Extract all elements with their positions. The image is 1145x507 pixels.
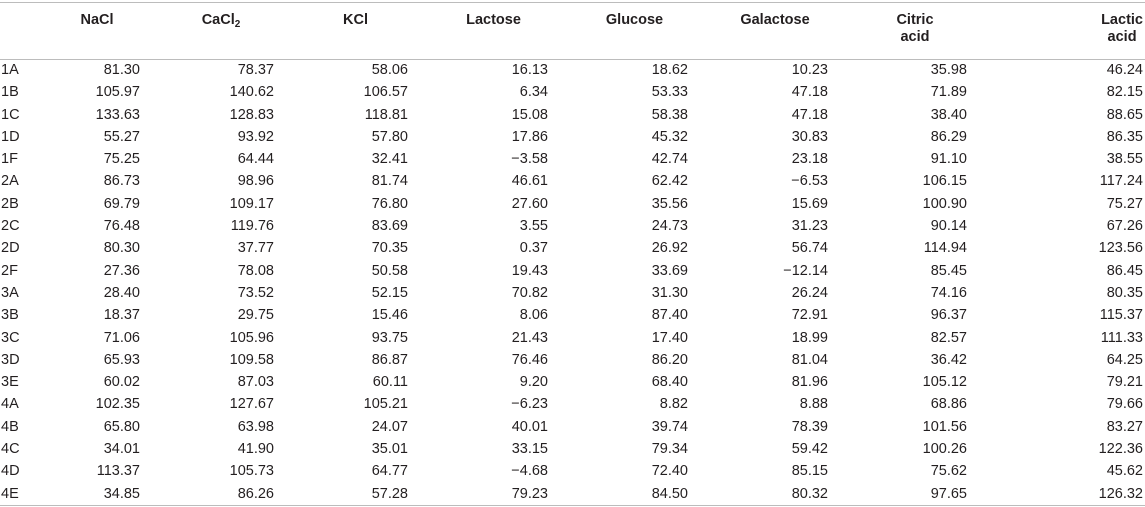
cell-galactose: 47.18 bbox=[791, 84, 828, 101]
row-label-cell: 3A bbox=[1, 284, 19, 301]
cell-lactic-acid: 67.26 bbox=[1106, 218, 1143, 235]
table-row bbox=[0, 483, 1145, 505]
cell-cacl2: 109.17 bbox=[229, 195, 274, 212]
cell-nacl: 27.36 bbox=[103, 262, 140, 279]
cell-nacl: 80.30 bbox=[103, 240, 140, 257]
table-bottom-rule bbox=[0, 505, 1145, 506]
cell-galactose: 31.23 bbox=[791, 218, 828, 235]
cell-galactose: 81.04 bbox=[791, 351, 828, 368]
cell-nacl: 76.48 bbox=[103, 218, 140, 235]
cell-lactose: 21.43 bbox=[511, 329, 548, 346]
table-row bbox=[0, 438, 1145, 460]
cell-glucose: 79.34 bbox=[651, 441, 688, 458]
cell-kcl: 83.69 bbox=[371, 218, 408, 235]
cell-citric-acid: 114.94 bbox=[923, 240, 967, 257]
cell-nacl: 60.02 bbox=[103, 374, 140, 391]
cell-lactic-acid: 111.33 bbox=[1100, 329, 1143, 346]
table-row bbox=[0, 282, 1145, 304]
cell-kcl: 76.80 bbox=[371, 195, 408, 212]
cell-citric-acid: 101.56 bbox=[922, 418, 967, 435]
cell-lactose: 9.20 bbox=[519, 374, 548, 391]
header-cell-row-label bbox=[0, 3, 40, 59]
header-cell-lactic-acid: Lactic acid bbox=[1101, 12, 1143, 45]
cell-cacl2: 98.96 bbox=[237, 173, 274, 190]
cell-glucose: 18.62 bbox=[651, 62, 688, 78]
cell-cacl2: 63.98 bbox=[237, 418, 274, 435]
cell-kcl: 57.80 bbox=[371, 128, 408, 145]
row-label-cell: 4C bbox=[1, 441, 20, 458]
cell-nacl: 75.25 bbox=[103, 151, 140, 168]
cell-citric-acid: 68.86 bbox=[930, 396, 967, 413]
cell-glucose: 72.40 bbox=[651, 463, 688, 480]
cell-glucose: 84.50 bbox=[651, 485, 688, 502]
cell-kcl: 32.41 bbox=[371, 151, 408, 168]
cell-lactose: −4.68 bbox=[511, 463, 548, 480]
table-row bbox=[0, 59, 1145, 81]
row-label-cell: 1A bbox=[1, 62, 19, 78]
cell-lactic-acid: 122.36 bbox=[1098, 441, 1143, 458]
cell-lactose: 15.08 bbox=[511, 106, 548, 123]
cell-glucose: 33.69 bbox=[651, 262, 688, 279]
cell-nacl: 113.37 bbox=[96, 463, 140, 480]
cell-cacl2: 37.77 bbox=[237, 240, 274, 257]
cell-citric-acid: 100.90 bbox=[922, 195, 967, 212]
cell-glucose: 68.40 bbox=[651, 374, 688, 391]
cell-cacl2: 140.62 bbox=[229, 84, 274, 101]
cell-cacl2: 105.96 bbox=[229, 329, 274, 346]
cell-galactose: 10.23 bbox=[791, 62, 828, 78]
cell-lactose: 46.61 bbox=[511, 173, 548, 190]
cell-cacl2: 109.58 bbox=[229, 351, 274, 368]
cell-kcl: 118.81 bbox=[364, 106, 408, 123]
cell-citric-acid: 35.98 bbox=[930, 62, 967, 78]
cell-glucose: 58.38 bbox=[651, 106, 688, 123]
row-label-cell: 2A bbox=[1, 173, 19, 190]
cell-kcl: 86.87 bbox=[371, 351, 408, 368]
cell-glucose: 31.30 bbox=[651, 284, 688, 301]
cell-lactic-acid: 80.35 bbox=[1106, 284, 1143, 301]
cell-nacl: 34.85 bbox=[103, 485, 140, 502]
cell-lactose: 6.34 bbox=[519, 84, 548, 101]
cell-kcl: 60.11 bbox=[372, 374, 408, 391]
cell-galactose: −6.53 bbox=[791, 173, 828, 190]
row-label-cell: 3E bbox=[1, 374, 19, 391]
cell-galactose: 18.99 bbox=[791, 329, 828, 346]
cell-lactic-acid: 88.65 bbox=[1106, 106, 1143, 123]
row-label-cell: 4B bbox=[1, 418, 19, 435]
cell-lactose: 70.82 bbox=[511, 284, 548, 301]
cell-lactic-acid: 45.62 bbox=[1106, 463, 1143, 480]
cell-galactose: 85.15 bbox=[791, 463, 828, 480]
cell-citric-acid: 97.65 bbox=[930, 485, 967, 502]
cell-galactose: 8.88 bbox=[799, 396, 828, 413]
cell-lactic-acid: 79.21 bbox=[1106, 374, 1143, 391]
cell-lactic-acid: 86.35 bbox=[1106, 128, 1143, 145]
table-row bbox=[0, 304, 1145, 326]
cell-lactose: 79.23 bbox=[511, 485, 548, 502]
cell-lactose: 17.86 bbox=[511, 128, 548, 145]
cell-lactic-acid: 86.45 bbox=[1106, 262, 1143, 279]
cell-nacl: 65.80 bbox=[103, 418, 140, 435]
cell-cacl2: 127.67 bbox=[229, 396, 274, 413]
cell-kcl: 35.01 bbox=[371, 441, 408, 458]
cell-kcl: 105.21 bbox=[363, 396, 408, 413]
cell-glucose: 53.33 bbox=[651, 84, 688, 101]
cell-lactic-acid: 64.25 bbox=[1106, 351, 1143, 368]
cell-citric-acid: 100.26 bbox=[922, 441, 967, 458]
cell-cacl2: 78.37 bbox=[237, 62, 274, 78]
cell-citric-acid: 38.40 bbox=[930, 106, 967, 123]
cell-lactic-acid: 126.32 bbox=[1098, 485, 1143, 502]
cell-citric-acid: 96.37 bbox=[930, 307, 967, 324]
cell-citric-acid: 71.89 bbox=[930, 84, 967, 101]
table-row bbox=[0, 170, 1145, 192]
cell-glucose: 45.32 bbox=[651, 128, 688, 145]
cell-nacl: 133.63 bbox=[95, 106, 140, 123]
cell-citric-acid: 90.14 bbox=[930, 218, 967, 235]
cell-lactic-acid: 115.37 bbox=[1099, 307, 1143, 324]
cell-kcl: 58.06 bbox=[371, 62, 408, 78]
cell-galactose: 59.42 bbox=[791, 441, 828, 458]
cell-cacl2: 41.90 bbox=[237, 441, 274, 458]
cell-galactose: 80.32 bbox=[791, 485, 828, 502]
cell-glucose: 42.74 bbox=[651, 151, 688, 168]
cell-glucose: 35.56 bbox=[651, 195, 688, 212]
cell-lactose: −3.58 bbox=[511, 151, 548, 168]
cell-glucose: 8.82 bbox=[659, 396, 688, 413]
cell-citric-acid: 74.16 bbox=[930, 284, 967, 301]
cell-glucose: 62.42 bbox=[651, 173, 688, 190]
cell-kcl: 50.58 bbox=[371, 262, 408, 279]
cell-citric-acid: 105.12 bbox=[922, 374, 967, 391]
cell-nacl: 55.27 bbox=[103, 128, 140, 145]
table-row bbox=[0, 371, 1145, 393]
row-label-cell: 1B bbox=[1, 84, 19, 101]
cell-glucose: 17.40 bbox=[651, 329, 688, 346]
table-row bbox=[0, 148, 1145, 170]
row-label-cell: 3D bbox=[1, 351, 20, 368]
cell-lactic-acid: 123.56 bbox=[1098, 240, 1143, 257]
cell-lactic-acid: 38.55 bbox=[1106, 151, 1143, 168]
cell-cacl2: 78.08 bbox=[237, 262, 274, 279]
cell-cacl2: 105.73 bbox=[229, 463, 274, 480]
header-cell-citric-acid: Citric acid bbox=[896, 12, 934, 45]
cell-glucose: 26.92 bbox=[651, 240, 688, 257]
row-label-cell: 2B bbox=[1, 195, 19, 212]
cell-lactic-acid: 117.24 bbox=[1099, 173, 1143, 190]
cell-galactose: 78.39 bbox=[791, 418, 828, 435]
row-label-cell: 4E bbox=[1, 485, 19, 502]
cell-citric-acid: 86.29 bbox=[930, 128, 967, 145]
table-row bbox=[0, 81, 1145, 103]
table-row bbox=[0, 237, 1145, 259]
row-label-cell: 4A bbox=[1, 396, 19, 413]
row-label-cell: 2F bbox=[1, 262, 18, 279]
header-row bbox=[0, 3, 1145, 59]
cell-nacl: 18.37 bbox=[103, 307, 140, 324]
cell-kcl: 70.35 bbox=[371, 240, 408, 257]
cell-lactic-acid: 79.66 bbox=[1106, 396, 1143, 413]
cell-cacl2: 93.92 bbox=[237, 128, 274, 145]
table-row bbox=[0, 393, 1145, 415]
cell-glucose: 86.20 bbox=[651, 351, 688, 368]
cell-cacl2: 73.52 bbox=[237, 284, 274, 301]
cell-galactose: 72.91 bbox=[791, 307, 828, 324]
header-cell-galactose: Galactose bbox=[740, 12, 810, 28]
cell-lactose: −6.23 bbox=[511, 396, 548, 413]
cell-glucose: 39.74 bbox=[651, 418, 688, 435]
header-cell-lactose: Lactose bbox=[466, 12, 521, 28]
cell-lactose: 27.60 bbox=[511, 195, 548, 212]
header-cell-glucose: Glucose bbox=[605, 12, 664, 28]
cell-cacl2: 86.26 bbox=[237, 485, 274, 502]
table-row bbox=[0, 460, 1145, 482]
cell-nacl: 105.97 bbox=[95, 84, 140, 101]
table-row bbox=[0, 260, 1145, 282]
cell-kcl: 57.28 bbox=[371, 485, 408, 502]
cell-nacl: 34.01 bbox=[103, 441, 140, 458]
cell-glucose: 24.73 bbox=[651, 218, 688, 235]
cell-galactose: 23.18 bbox=[791, 151, 828, 168]
cell-galactose: −12.14 bbox=[783, 262, 828, 279]
cell-nacl: 28.40 bbox=[103, 284, 140, 301]
cell-cacl2: 119.76 bbox=[230, 218, 274, 235]
cell-citric-acid: 36.42 bbox=[930, 351, 967, 368]
cell-citric-acid: 91.10 bbox=[930, 151, 967, 168]
cell-lactose: 40.01 bbox=[511, 418, 548, 435]
cell-lactose: 16.13 bbox=[511, 62, 548, 78]
row-label-cell: 4D bbox=[1, 463, 20, 480]
cell-kcl: 52.15 bbox=[371, 284, 408, 301]
cell-citric-acid: 75.62 bbox=[930, 463, 967, 480]
cell-lactose: 19.43 bbox=[511, 262, 548, 279]
cell-lactose: 8.06 bbox=[519, 307, 548, 324]
cell-nacl: 86.73 bbox=[103, 173, 140, 190]
table-row bbox=[0, 193, 1145, 215]
table-row bbox=[0, 416, 1145, 438]
cell-nacl: 65.93 bbox=[103, 351, 140, 368]
cell-nacl: 102.35 bbox=[95, 396, 140, 413]
cell-glucose: 87.40 bbox=[651, 307, 688, 324]
row-label-cell: 2D bbox=[1, 240, 20, 257]
row-label-cell: 3C bbox=[1, 329, 20, 346]
header-cell-kcl: KCl bbox=[343, 12, 368, 28]
cell-lactose: 0.37 bbox=[519, 240, 548, 257]
cell-cacl2: 64.44 bbox=[237, 151, 274, 168]
cell-nacl: 81.30 bbox=[103, 62, 140, 78]
table-row bbox=[0, 104, 1145, 126]
cell-galactose: 30.83 bbox=[791, 128, 828, 145]
cell-kcl: 106.57 bbox=[363, 84, 408, 101]
cell-cacl2: 29.75 bbox=[237, 307, 274, 324]
row-label-cell: 1D bbox=[1, 128, 20, 145]
header-cell-nacl: NaCl bbox=[80, 12, 114, 28]
row-label-cell: 1C bbox=[1, 106, 20, 123]
cell-galactose: 56.74 bbox=[791, 240, 828, 257]
cell-lactic-acid: 82.15 bbox=[1106, 84, 1143, 101]
cell-citric-acid: 106.15 bbox=[922, 173, 967, 190]
cell-citric-acid: 85.45 bbox=[930, 262, 967, 279]
table-row bbox=[0, 215, 1145, 237]
table-row bbox=[0, 327, 1145, 349]
table-row bbox=[0, 126, 1145, 148]
cell-kcl: 24.07 bbox=[371, 418, 408, 435]
cell-kcl: 64.77 bbox=[371, 463, 408, 480]
cell-kcl: 81.74 bbox=[371, 173, 408, 190]
cell-lactic-acid: 83.27 bbox=[1106, 418, 1143, 435]
cell-galactose: 15.69 bbox=[791, 195, 828, 212]
cell-lactose: 76.46 bbox=[511, 351, 548, 368]
row-label-cell: 1F bbox=[1, 151, 18, 168]
cell-kcl: 93.75 bbox=[371, 329, 408, 346]
header-cell-cacl2: CaCl$_2$ bbox=[201, 12, 241, 30]
cell-citric-acid: 82.57 bbox=[930, 329, 967, 346]
cell-lactic-acid: 46.24 bbox=[1106, 62, 1143, 78]
cell-cacl2: 87.03 bbox=[237, 374, 274, 391]
table-header bbox=[0, 3, 1145, 59]
table-body bbox=[0, 59, 1145, 505]
row-label-cell: 2C bbox=[1, 218, 20, 235]
cell-galactose: 47.18 bbox=[791, 106, 828, 123]
cell-lactic-acid: 75.27 bbox=[1106, 195, 1143, 212]
data-table bbox=[0, 3, 1145, 505]
cell-cacl2: 128.83 bbox=[229, 106, 274, 123]
table-row bbox=[0, 349, 1145, 371]
cell-lactose: 3.55 bbox=[519, 218, 548, 235]
cell-galactose: 26.24 bbox=[791, 284, 828, 301]
cell-lactose: 33.15 bbox=[511, 441, 548, 458]
cell-galactose: 81.96 bbox=[791, 374, 828, 391]
row-label-cell: 3B bbox=[1, 307, 19, 324]
cell-nacl: 69.79 bbox=[103, 195, 140, 212]
cell-nacl: 71.06 bbox=[103, 329, 140, 346]
cell-kcl: 15.46 bbox=[371, 307, 408, 324]
